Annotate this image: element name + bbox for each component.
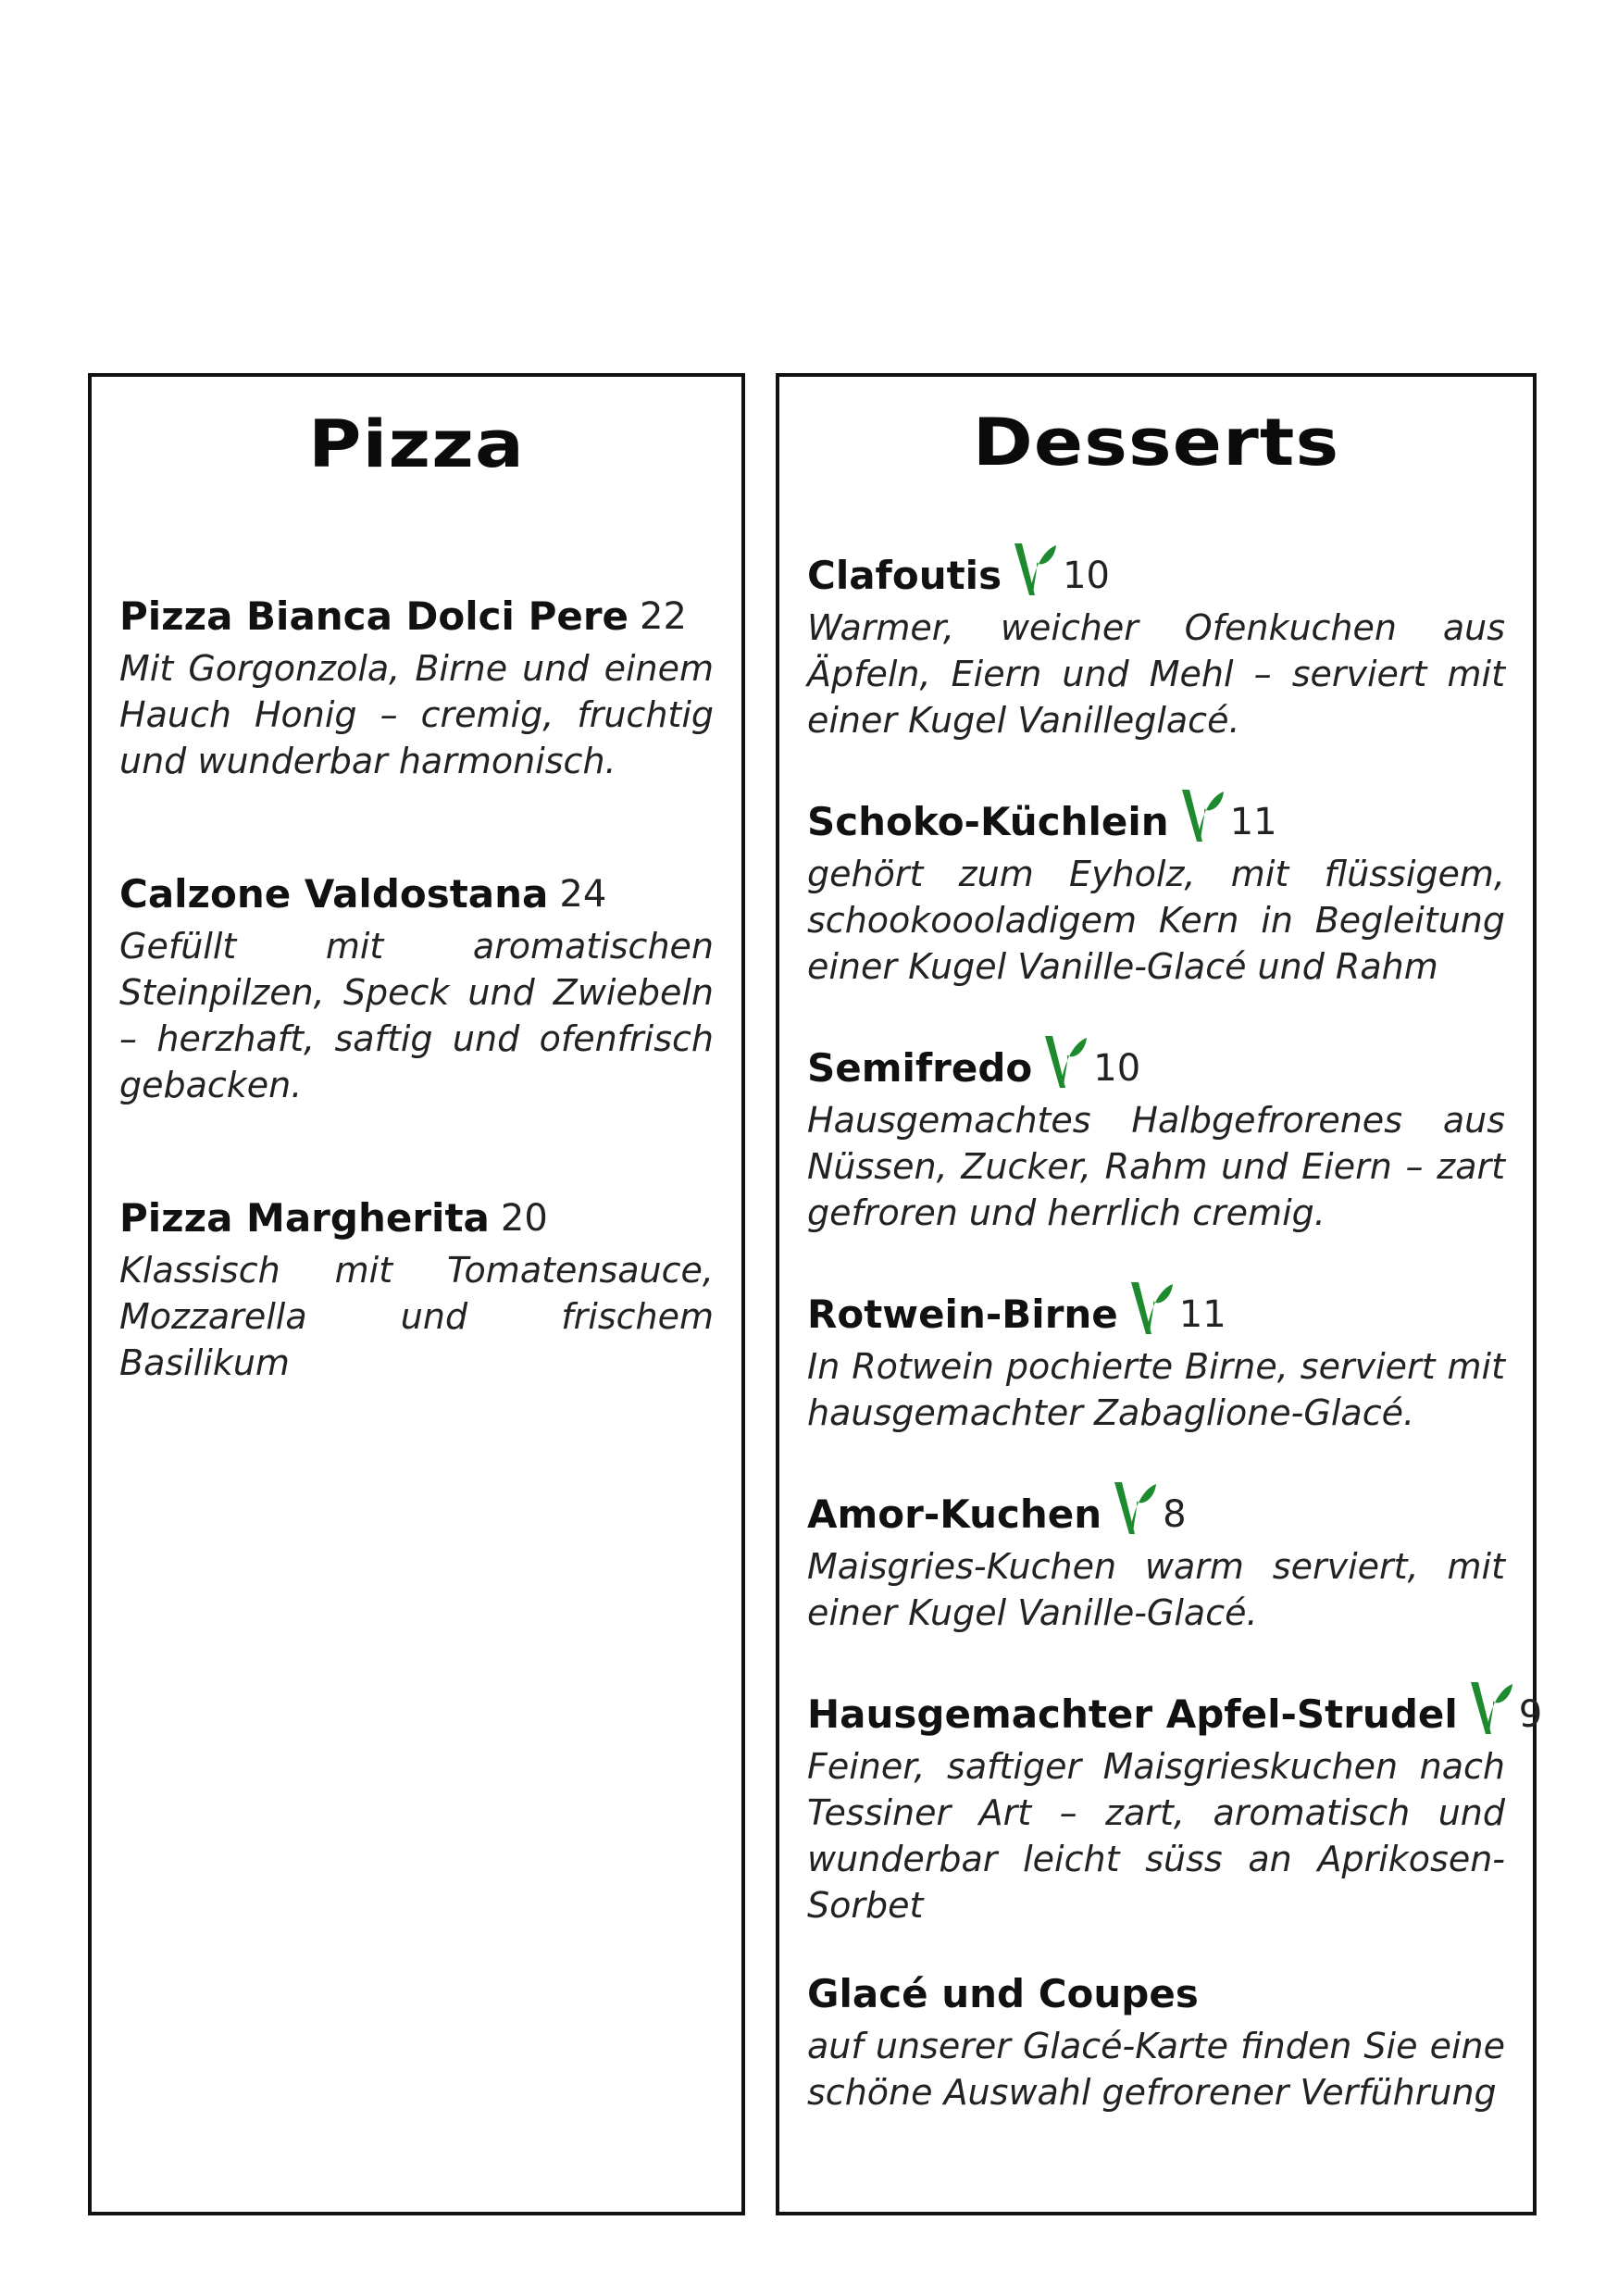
- item-price: 22: [640, 595, 687, 638]
- item-description: Warmer, weicher Ofenkuchen aus Äpfeln, Eiern und Mehl – serviert mit einer Kugel Vanilleglacé.: [807, 607, 1505, 741]
- menu-item: [807, 784, 1505, 990]
- pizza-list: [92, 592, 741, 1471]
- item-price: 11: [1229, 801, 1277, 843]
- item-name: Schoko-Küchlein: [807, 799, 1169, 844]
- item-price: 20: [500, 1197, 548, 1240]
- item-description: gehört zum Eyholz, mit flüssigem, schookoooladigem Kern in Begleitung einer Kugel Vanille-Glacé und Rahm: [807, 854, 1505, 987]
- item-price: 8: [1163, 1493, 1187, 1536]
- menu-item: [807, 1030, 1505, 1236]
- item-description: Gefüllt mit aromatischen Steinpilzen, Speck und Zwiebeln – herzhaft, saftig und ofenfrisch gebacken.: [119, 926, 714, 1105]
- item-description: In Rotwein pochierte Birne, serviert mit hausgemachter Zabaglione-Glacé.: [807, 1346, 1505, 1433]
- vegetarian-v-leaf-icon: [1043, 1030, 1088, 1092]
- desserts-list: [779, 538, 1543, 2156]
- item-name: Calzone Valdostana: [119, 871, 549, 917]
- item-name: Rotwein-Birne: [807, 1292, 1118, 1337]
- item-price: 9: [1518, 1693, 1543, 1736]
- menu-item: [807, 538, 1505, 743]
- item-description: Feiner, saftiger Maisgrieskuchen nach Tessiner Art – zart, aromatisch und wunderbar leicht süss an Aprikosen-Sorbet: [807, 1746, 1505, 1926]
- menu-item: [807, 1677, 1543, 1928]
- vegetarian-v-leaf-icon: [1129, 1277, 1174, 1338]
- menu-item: [807, 1969, 1505, 2115]
- item-description: Hausgemachtes Halbgefrorenes aus Nüssen, Zucker, Rahm und Eiern – zart gefroren und herrlich cremig.: [807, 1100, 1505, 1233]
- menu-item: [119, 592, 714, 784]
- item-name: Hausgemachter Apfel-Strudel: [807, 1691, 1458, 1737]
- desserts-section: [776, 373, 1543, 2215]
- item-name: Clafoutis: [807, 553, 1002, 598]
- pizza-section: [88, 373, 745, 2215]
- vegetarian-v-leaf-icon: [1180, 784, 1225, 845]
- item-description: auf unserer Glacé-Karte finden Sie eine schöne Auswahl gefrorener Verführung: [807, 2026, 1505, 2113]
- item-name: Glacé und Coupes: [807, 1971, 1199, 2016]
- item-description: Maisgries-Kuchen warm serviert, mit einer Kugel Vanille-Glacé.: [807, 1546, 1505, 1633]
- menu-item: [119, 1193, 714, 1386]
- menu-item: [119, 869, 714, 1108]
- item-name: Pizza Bianca Dolci Pere: [119, 593, 629, 639]
- item-price: 24: [559, 873, 607, 916]
- menu-item: [807, 1277, 1505, 1436]
- item-price: 10: [1093, 1047, 1141, 1090]
- vegetarian-v-leaf-icon: [1013, 538, 1057, 599]
- item-name: Pizza Margherita: [119, 1195, 490, 1241]
- vegetarian-v-leaf-icon: [1469, 1677, 1513, 1738]
- item-name: Semifredo: [807, 1045, 1033, 1091]
- vegetarian-v-leaf-icon: [1113, 1477, 1157, 1538]
- item-price: 11: [1178, 1293, 1226, 1336]
- item-description: Mit Gorgonzola, Birne und einem Hauch Honig – cremig, fruchtig und wunderbar harmonisch.: [119, 648, 714, 781]
- item-name: Amor-Kuchen: [807, 1491, 1102, 1537]
- menu-item: [807, 1477, 1505, 1636]
- desserts-title: Desserts: [972, 405, 1340, 480]
- item-price: 10: [1063, 555, 1110, 597]
- item-description: Klassisch mit Tomatensauce, Mozzarella und frischem Basilikum: [119, 1250, 714, 1383]
- pizza-title: Pizza: [307, 406, 526, 482]
